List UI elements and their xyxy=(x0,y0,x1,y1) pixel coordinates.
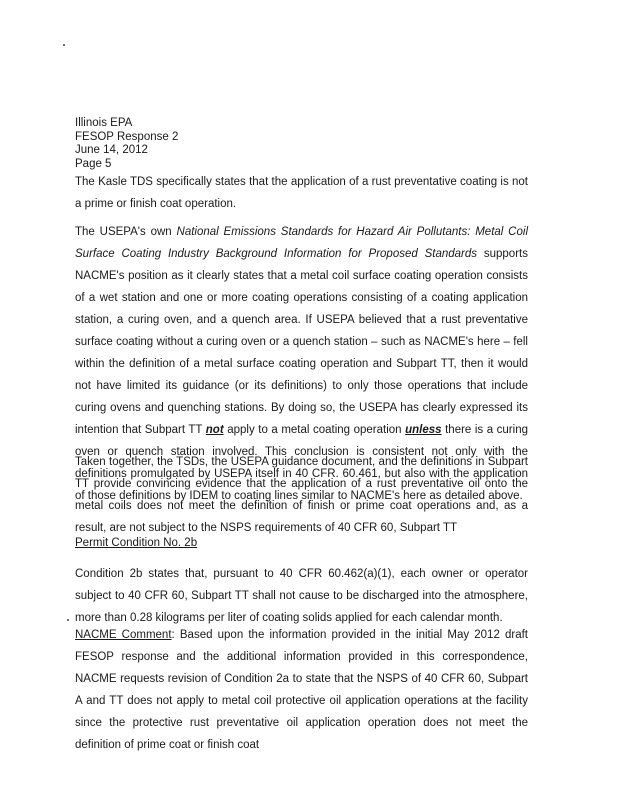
p2-text-a: The USEPA's own xyxy=(75,226,177,238)
letter-header xyxy=(75,117,178,171)
paragraph-kasle-tds: The Kasle TDS specifically states that the application of a rust preventative coating is not a prime or finish coat operation. xyxy=(75,176,528,210)
section-heading-condition-2b: Permit Condition No. 2b xyxy=(75,537,198,549)
paragraph-conclusion: Taken together, the TSDs, the USEPA guidance document, and the definitions in Subpart TT provide convincing evidence that the application of a rust preventative oil onto the metal coils does not meet the definition of finish or prime coat operations and, as a result, are not subject to the NSPS requirements of 40 CFR 60, Subpart TT xyxy=(75,456,528,534)
guidance-document-title: National Emissions Standards for Hazard Air Pollutants: Metal Coil Surface Coating Industry Background Information for Proposed Standards xyxy=(75,226,528,260)
comment-label: NACME Comment xyxy=(75,629,172,641)
paragraph-condition-2b: Condition 2b states that, pursuant to 40 CFR 60.462(a)(1), each owner or operator subject to 40 CFR 60, Subpart TT shall not cause to be discharged into the atmosphere, more than 0.28 kilograms per liter of coating solids applied for each calendar month. xyxy=(75,568,528,624)
p2-text-d: there is a curing oven or quench station involved. This conclusion is consistent not only with the definitions promulgated by USEPA itself in 40 CFR. 60.461, but also with the application of those definitions by IDEM to coating lines similar to NACME's here as detailed above. xyxy=(75,424,528,502)
header-date: June 14, 2012 xyxy=(75,144,148,156)
comment-text: : Based upon the information provided in the initial May 2012 draft FESOP response and the additional information provided in this correspondence, NACME requests revision of Condition 2a to state that the NSPS of 40 CFR 60, Subpart A and TT does not apply to metal coil protective oil application operations at the facility since the protective rust preventative oil application operation does not meet the definition of prime coat or finish coat xyxy=(75,629,528,751)
scan-speck xyxy=(63,44,65,46)
p2-text-b: supports NACME's position as it clearly states that a metal coil surface coating operation consists of a wet station and one or more coating operations consisting of a coating application station, a curing oven, and a quench area. If USEPA believed that a rust preventative surface coating without a curing oven or a quench station – such as NACME's here – fell within the definition of a metal surface coating operation and Subpart TT, then it would not have limited its guidance (or its definitions) to only those operations that include curing ovens and quenching stations. By doing so, the USEPA has clearly expressed its intention that Subpart TT xyxy=(75,248,528,436)
paragraph-nacme-comment xyxy=(75,624,528,756)
header-recipient: Illinois EPA xyxy=(75,117,133,129)
p2-text-c: apply to a metal coating operation xyxy=(223,424,406,436)
emphasis-not: not xyxy=(205,424,224,436)
emphasis-unless: unless xyxy=(405,424,442,436)
header-subject: FESOP Response 2 xyxy=(75,130,179,143)
scan-speck xyxy=(67,619,69,621)
header-page-number: Page 5 xyxy=(75,157,112,170)
